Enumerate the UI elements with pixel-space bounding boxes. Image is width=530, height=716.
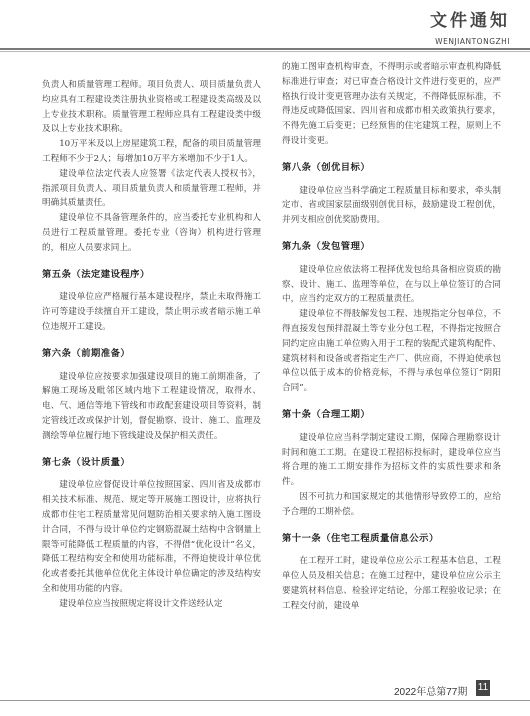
paragraph: 建设单位应当科学确定工程质量目标和要求，牵头制定市、省或国家层面级别创优目标，鼓励建设工程创优，并列支相应创优奖励费用。 bbox=[282, 185, 501, 226]
paragraph: 建设单位应当按照规定将设计文件送经认定 bbox=[59, 598, 223, 609]
paragraph: 建设单位应严格履行基本建设程序，禁止未取得施工许可等建设手续擅自开工建设，禁止明示或者暗示施工单位违规开工建设。 bbox=[42, 292, 261, 332]
header-rule-thin bbox=[0, 51, 530, 52]
header-subtitle: WENJIANTONGZHI bbox=[435, 37, 510, 46]
paragraph: 建设单位应督促设计单位按照国家、四川省及成都市相关技术标准、规范、规定等开展施工图设计，应将执行成都市住宅工程质量常见问题防治相关要求纳入施工图设计合同，不得与设计单位约定钢筋混凝土结构中含钢量上限等可能降低工程质量的内容，不得借“优化设计”名义，降低工程结构安全和使用功能标准，不得迫使设计单位优化或者委托其他单位优化主体设计单位确定的涉及结构安全和使用功能的内容。 bbox=[42, 480, 261, 594]
paragraph: 建设单位不具备管理条件的，应当委托专业机构和人员进行工程质量管理。委托专业（咨询）机构进行管理的，相应人员要求同上。 bbox=[42, 213, 261, 253]
paragraph: 建设单位应按要求加强建设项目的施工前期准备，了解施工现场及毗邻区域内地下工程建设情况，取得水、电、气、通信等地下管线和市政配套建设项目等资料，制定管线迁改或保护计划，督促勘察、设计、施工、监理及测绘等单位履行地下管线建设及保护相关责任。 bbox=[42, 371, 261, 441]
section-heading: 第九条（发包管理） bbox=[282, 240, 371, 252]
section-heading: 第八条（创优目标） bbox=[282, 161, 371, 173]
paragraph: 建设单位应依法将工程择优发包给具备相应资质的勘察、设计、施工、监理等单位，在与以上单位签订的合同中，应当约定双方的工程质量责任。 bbox=[282, 264, 501, 305]
section-heading: 第五条（法定建设程序） bbox=[42, 268, 150, 280]
paragraph: 的施工图审查机构审查，不得明示或者暗示审查机构降低标准进行审查；对已审查合格设计文件进行变更的，应严格执行设计变更管理办法有关规定，不得降低原标准，不得违反或降低国家、四川省和成都市相关政策执行要求，不得先施工后变更；已经预售的住宅建筑工程，原则上不得设计变更。 bbox=[282, 62, 501, 146]
paragraph: 建设单位法定代表人应签署《法定代表人授权书》，指派项目负责人、项目质量负责人和质量管理工程师，并明确其质量责任。 bbox=[42, 168, 261, 209]
section-heading: 第十条（合理工期） bbox=[282, 408, 371, 420]
footer-rule bbox=[0, 700, 530, 701]
header-title: 文件通知 bbox=[430, 11, 510, 31]
footer-issue: 2022年总第77期 bbox=[394, 687, 468, 698]
section-heading: 第七条（设计质量） bbox=[42, 456, 131, 468]
paragraph: 建设单位应当科学制定建设工期，保障合理勘察设计时间和施工工期。在建设工程招标投标时，建设单位应当将合理的施工工期安排作为招标文件的实质性要求和条件。 bbox=[282, 432, 501, 488]
left-column bbox=[42, 78, 261, 674]
paragraph: 负责人和质量管理工程师。项目负责人、项目质量负责人均应具有工程建设类注册执业资格或工程建设类高级及以上专业技术职称。质量管理工程师应具有工程建设类中级及以上专业技术职称。 bbox=[42, 80, 261, 135]
paragraph: 因不可抗力和国家规定的其他情形导致停工的，应给予合理的工期补偿。 bbox=[282, 491, 501, 517]
right-column bbox=[282, 60, 501, 678]
paragraph: 在工程开工时，建设单位应公示工程基本信息，工程单位人员及相关信息；在施工过程中，建设单位应公示主要建筑材料信息、检验评定结论，分部工程验收记录；在工程交付前，建设单 bbox=[282, 556, 501, 611]
section-heading: 第六条（前期准备） bbox=[42, 347, 131, 359]
paragraph: 建设单位不得肢解发包工程、违规指定分包单位，不得直接发包预拌混凝土等专业分包工程，不得指定按照合同约定应由施工单位购入用于工程的装配式建筑构配件、建筑材料和设备或者指定生产厂、供应商，不得迫使承包单位以低于成本的价格竞标，不得与承包单位签订“阴阳合同”。 bbox=[282, 309, 501, 394]
section-heading: 第十一条（住宅工程质量信息公示） bbox=[282, 532, 439, 544]
header-rule bbox=[0, 48, 530, 50]
page-number: 11 bbox=[476, 680, 490, 696]
paragraph: 10万平米及以上房屋建筑工程，配备的项目质量管理工程师不少于2人；每增加10万平方米增加不少于1人。 bbox=[42, 139, 261, 164]
